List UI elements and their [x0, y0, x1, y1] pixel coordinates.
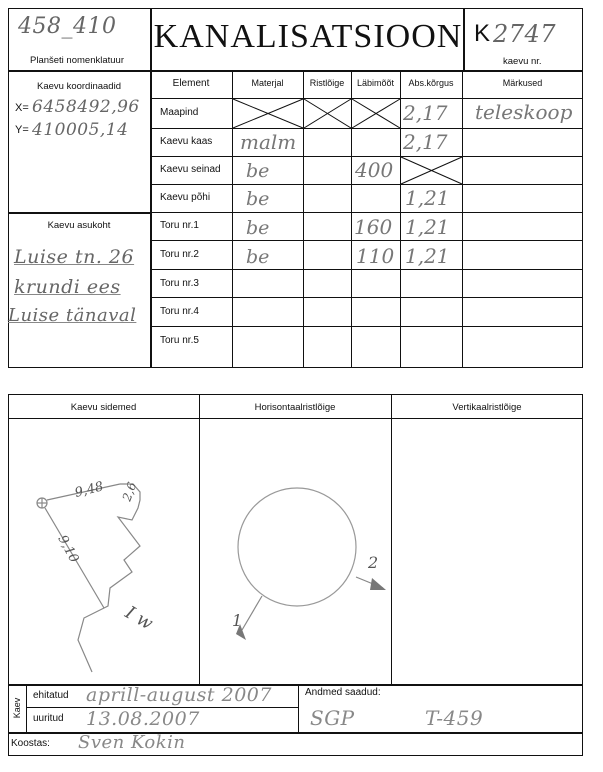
x-value: 6458492,96 [32, 97, 140, 117]
cell-maapind-markused: teleskoop [475, 100, 573, 124]
row-label-toru-2: Toru nr.2 [160, 249, 199, 260]
col-header-labimoot: Läbimõõt [356, 78, 395, 88]
cell-toru2-labimoot: 110 [356, 244, 395, 268]
y-label: Y= [15, 124, 29, 136]
manhole-circle [238, 488, 356, 606]
x-label: X= [15, 102, 29, 114]
row-label-toru-5: Toru nr.5 [160, 335, 199, 346]
row-label-toru-1: Toru nr.1 [160, 220, 199, 231]
cell-seinad-materjal: be [246, 160, 270, 182]
nomenclature-label: Planšeti nomenklatuur [30, 55, 124, 66]
page-title: KANALISATSIOON [153, 18, 463, 55]
built-value: aprill-august 2007 [86, 684, 272, 706]
row-label-maapind: Maapind [160, 107, 199, 118]
data-source-label: Andmed saadud: [305, 687, 381, 698]
row-label-kaevu-pohi: Kaevu põhi [160, 192, 211, 203]
data-source-value-1: SGP [310, 706, 355, 730]
sketch-pipe1-label: 1 [232, 611, 243, 630]
sketch-building-label: I w [121, 602, 157, 635]
col-header-abs: Abs.kõrgus [408, 78, 454, 88]
row-label-kaevu-seinad: Kaevu seinad [160, 164, 221, 175]
nomenclature-value: 458_410 [18, 14, 117, 39]
well-number: 2747 [493, 20, 557, 48]
cell-pohi-abs: 1,21 [405, 186, 450, 210]
col-header-markused: Märkused [502, 78, 543, 88]
col-header-ristloige: Ristlõige [309, 78, 345, 88]
cell-toru1-materjal: be [246, 217, 270, 239]
panel-header-vertikaal: Vertikaalristlõige [452, 402, 522, 413]
row-label-kaevu-kaas: Kaevu kaas [160, 136, 213, 147]
cell-kaas-materjal: malm [240, 130, 297, 154]
cell-maapind-abs: 2,17 [403, 101, 448, 125]
cell-kaas-abs: 2,17 [403, 130, 448, 154]
compiled-value: Sven Kokin [78, 732, 186, 753]
cell-toru1-labimoot: 160 [354, 215, 393, 239]
surveyed-label: uuritud [33, 713, 64, 724]
location-label: Kaevu asukoht [47, 220, 111, 231]
cell-toru2-abs: 1,21 [405, 244, 450, 268]
coords-label: Kaevu koordinaadid [37, 81, 121, 92]
location-line-2: krundi ees [14, 276, 121, 298]
panel-header-horisontaal: Horisontaalristlõige [254, 402, 336, 413]
surveyed-value: 13.08.2007 [86, 708, 200, 730]
built-label: ehitatud [33, 690, 69, 701]
compiled-label: Koostas: [11, 738, 50, 749]
sketch-dist-c: 9,10 [54, 532, 82, 566]
col-header-element: Element [172, 78, 210, 89]
col-header-materjal: Materjal [251, 78, 284, 88]
data-source-value-2: T-459 [425, 706, 484, 730]
row-label-toru-4: Toru nr.4 [160, 306, 199, 317]
row-label-toru-3: Toru nr.3 [160, 278, 199, 289]
cell-seinad-labimoot: 400 [355, 158, 394, 182]
sketch-dist-b: 2,6 [119, 480, 140, 504]
cell-pohi-materjal: be [246, 188, 270, 210]
location-line-1: Luise tn. 26 [14, 246, 135, 268]
sketch-dist-a: 9,48 [73, 479, 106, 501]
pipe2-arrow-icon [370, 578, 386, 590]
side-label-kaev: Kaev [12, 697, 22, 719]
cell-toru2-materjal: be [246, 246, 270, 268]
location-line-3: Luise tänaval [8, 305, 137, 326]
well-label: kaevu nr. [503, 56, 542, 67]
well-prefix: K [474, 20, 491, 47]
cell-toru1-abs: 1,21 [405, 215, 450, 239]
panel-header-sidemed: Kaevu sidemed [70, 402, 137, 413]
sketch-pipe2-label: 2 [368, 553, 379, 572]
y-value: 410005,14 [32, 120, 129, 140]
